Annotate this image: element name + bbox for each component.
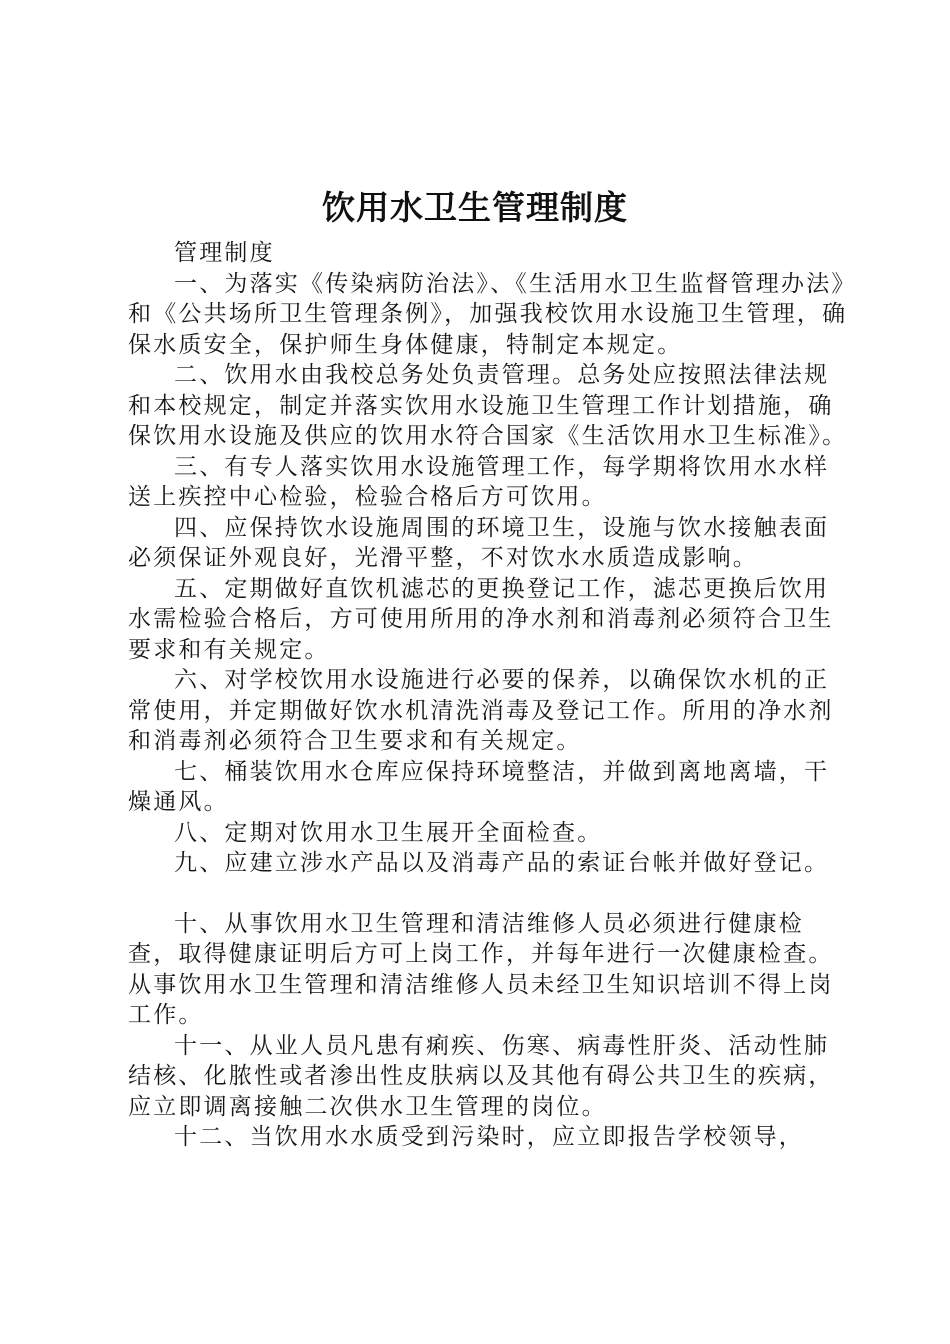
paragraph-item-5: 五、定期做好直饮机滤芯的更换登记工作，滤芯更换后饮用水需检验合格后，方可使用所用的净水剂和消毒剂必须符合卫生要求和有关规定。 [128, 575, 834, 663]
paragraph-item-3: 三、有专人落实饮用水设施管理工作，每学期将饮用水水样送上疾控中心检验，检验合格后方可饮用。 [128, 453, 830, 510]
paragraph-item-9: 九、应建立涉水产品以及消毒产品的索证台帐并做好登记。 [174, 850, 830, 876]
paragraph-item-6: 六、对学校饮用水设施进行必要的保养，以确保饮水机的正常使用，并定期做好饮水机清洗消毒及登记工作。所用的净水剂和消毒剂必须符合卫生要求和有关规定。 [128, 667, 834, 754]
paragraph-item-12: 十二、当饮用水水质受到污染时，应立即报告学校领导， [174, 1124, 804, 1150]
paragraph-heading: 管理制度 [174, 240, 275, 266]
paragraph-item-1: 一、为落实《传染病防治法》、《生活用水卫生监督管理办法》和《公共场所卫生管理条例》，加强我校饮用水设施卫生管理，确保水质安全，保护师生身体健康，特制定本规定。 [128, 270, 848, 358]
document-title: 饮用水卫生管理制度 [322, 188, 628, 227]
paragraph-item-8: 八、定期对饮用水卫生展开全面检查。 [174, 819, 603, 846]
paragraph-item-10: 十、从事饮用水卫生管理和清洁维修人员必须进行健康检查，取得健康证明后方可上岗工作，并每年进行一次健康检查。从事饮用水卫生管理和清洁维修人员未经卫生知识培训不得上岗工作。 [128, 910, 834, 1028]
paragraph-item-7: 七、桶装饮用水仓库应保持环境整洁，并做到离地离墙，干燥通风。 [128, 758, 830, 815]
paragraph-item-11: 十一、从业人员凡患有痢疾、伤寒、病毒性肝炎、活动性肺结核、化脓性或者渗出性皮肤病以及其他有碍公共卫生的疾病，应立即调离接触二次供水卫生管理的岗位。 [128, 1032, 834, 1120]
paragraph-item-2: 二、饮用水由我校总务处负责管理。总务处应按照法律法规和本校规定，制定并落实饮用水设施卫生管理工作计划措施，确保饮用水设施及供应的饮用水符合国家《生活饮用水卫生标准》。 [128, 362, 848, 449]
paragraph-item-4: 四、应保持饮水设施周围的环境卫生，设施与饮水接触表面必须保证外观良好，光滑平整，不对饮水水质造成影响。 [128, 514, 830, 571]
document-body [128, 238, 853, 1153]
